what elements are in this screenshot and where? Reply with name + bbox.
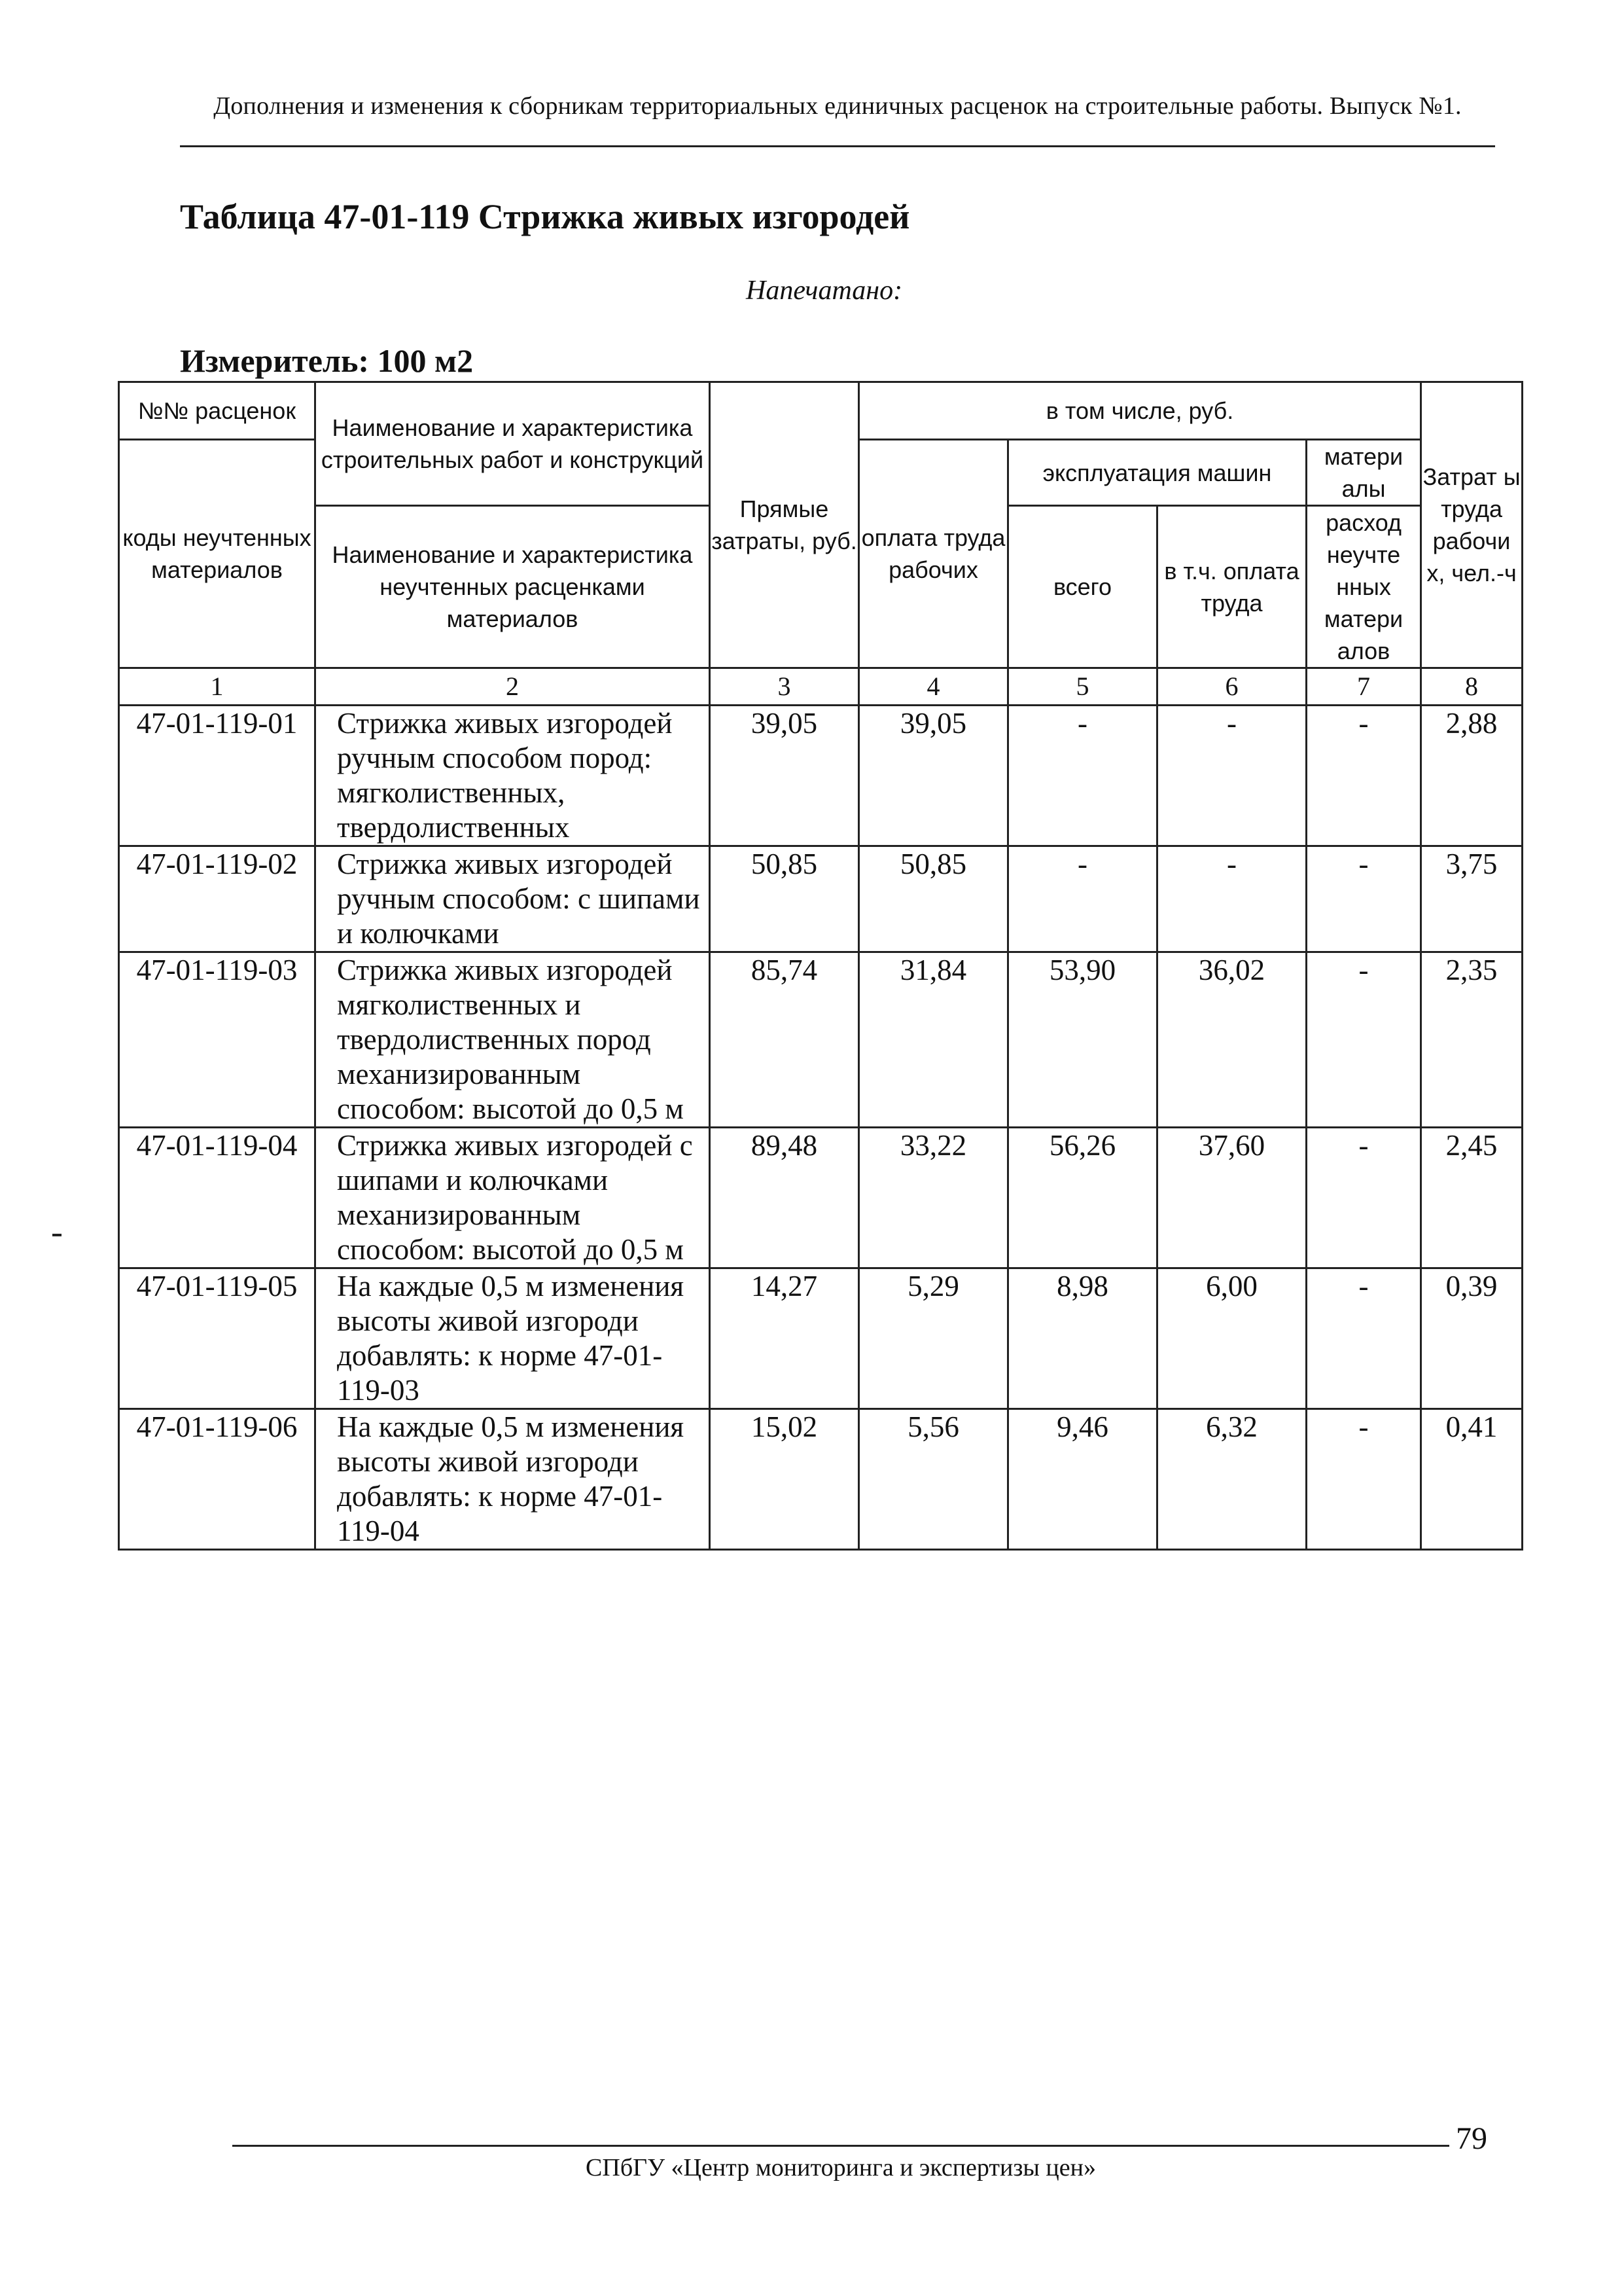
header-work-name: Наименование и характеристика строительных работ и конструкций	[315, 382, 710, 506]
table-row	[119, 1268, 1523, 1409]
row-machines-wages: 36,02	[1157, 952, 1307, 1128]
row-labor: 0,39	[1421, 1268, 1523, 1409]
row-direct-costs: 39,05	[710, 706, 859, 846]
row-machines-wages: 6,32	[1157, 1409, 1307, 1550]
row-machines-total: 53,90	[1008, 952, 1157, 1128]
row-machines-total: 9,46	[1008, 1409, 1157, 1550]
header-uncounted-name: Наименование и характеристика неучтенных расценками материалов	[315, 506, 710, 668]
row-direct-costs: 50,85	[710, 846, 859, 952]
table-row	[119, 1409, 1523, 1550]
header-wages: оплата труда рабочих	[859, 440, 1008, 668]
row-machines-total: -	[1008, 846, 1157, 952]
row-machines-wages: 37,60	[1157, 1128, 1307, 1268]
header-including: в том числе, руб.	[859, 382, 1421, 440]
table-row	[119, 1128, 1523, 1268]
row-code: 47-01-119-02	[119, 846, 315, 952]
header-uncounted-codes: коды неучтенных материалов	[119, 440, 315, 668]
row-name: На каждые 0,5 м изменения высоты живой изгороди добавлять: к норме 47-01-119-03	[315, 1268, 710, 1409]
row-machines-total: 8,98	[1008, 1268, 1157, 1409]
row-labor: 2,88	[1421, 706, 1523, 846]
row-materials: -	[1307, 706, 1421, 846]
header-codes: №№ расценок	[119, 382, 315, 440]
header-materials: матери алы	[1307, 440, 1421, 506]
row-materials: -	[1307, 846, 1421, 952]
row-direct-costs: 15,02	[710, 1409, 859, 1550]
column-number: 4	[859, 668, 1008, 706]
header-direct-costs: Прямые затраты, руб.	[710, 382, 859, 668]
header-divider	[180, 145, 1495, 147]
header-machines-wages: в т.ч. оплата труда	[1157, 506, 1307, 668]
rates-table	[118, 381, 1523, 1551]
table-row	[119, 846, 1523, 952]
footer-divider	[232, 2145, 1449, 2147]
row-materials: -	[1307, 1128, 1421, 1268]
row-machines-total: -	[1008, 706, 1157, 846]
row-wages: 33,22	[859, 1128, 1008, 1268]
row-wages: 5,56	[859, 1409, 1008, 1550]
row-wages: 50,85	[859, 846, 1008, 952]
margin-mark	[52, 1234, 62, 1236]
row-code: 47-01-119-01	[119, 706, 315, 846]
table-title: Таблица 47-01-119 Стрижка живых изгородей	[180, 197, 910, 236]
table-row	[119, 706, 1523, 846]
column-number: 7	[1307, 668, 1421, 706]
row-name: Стрижка живых изгородей ручным способом пород: мягколиственных, твердолиственных	[315, 706, 710, 846]
row-wages: 5,29	[859, 1268, 1008, 1409]
row-materials: -	[1307, 952, 1421, 1128]
row-machines-wages: -	[1157, 706, 1307, 846]
unit-label: Измеритель: 100 м2	[180, 342, 474, 379]
row-code: 47-01-119-03	[119, 952, 315, 1128]
column-number: 5	[1008, 668, 1157, 706]
page-number: 79	[1456, 2121, 1487, 2156]
row-direct-costs: 89,48	[710, 1128, 859, 1268]
row-code: 47-01-119-06	[119, 1409, 315, 1550]
row-name: На каждые 0,5 м изменения высоты живой изгороди добавлять: к норме 47-01-119-04	[315, 1409, 710, 1550]
column-number: 6	[1157, 668, 1307, 706]
row-wages: 31,84	[859, 952, 1008, 1128]
header-labor-costs: Затрат ы труда рабочи х, чел.-ч	[1421, 382, 1523, 668]
running-header: Дополнения и изменения к сборникам территориальных единичных расценок на строительные работы. Выпуск №1.	[213, 92, 1462, 120]
row-direct-costs: 14,27	[710, 1268, 859, 1409]
row-code: 47-01-119-05	[119, 1268, 315, 1409]
column-number: 8	[1421, 668, 1523, 706]
row-materials: -	[1307, 1268, 1421, 1409]
row-machines-total: 56,26	[1008, 1128, 1157, 1268]
column-number: 3	[710, 668, 859, 706]
row-machines-wages: 6,00	[1157, 1268, 1307, 1409]
row-labor: 3,75	[1421, 846, 1523, 952]
row-labor: 2,35	[1421, 952, 1523, 1128]
row-labor: 0,41	[1421, 1409, 1523, 1550]
footer-organization: СПбГУ «Центр мониторинга и экспертизы цен»	[586, 2154, 1096, 2181]
header-machines-total: всего	[1008, 506, 1157, 668]
header-machines: эксплуатация машин	[1008, 440, 1307, 506]
column-number: 1	[119, 668, 315, 706]
column-number: 2	[315, 668, 710, 706]
row-name: Стрижка живых изгородей мягколиственных и твердолиственных пород механизированным способом: высотой до 0,5 м	[315, 952, 710, 1128]
row-direct-costs: 85,74	[710, 952, 859, 1128]
header-materials-usage: расход неучте нных матери алов	[1307, 506, 1421, 668]
row-machines-wages: -	[1157, 846, 1307, 952]
row-name: Стрижка живых изгородей с шипами и колючками механизированным способом: высотой до 0,5 м	[315, 1128, 710, 1268]
table-row	[119, 952, 1523, 1128]
row-wages: 39,05	[859, 706, 1008, 846]
row-code: 47-01-119-04	[119, 1128, 315, 1268]
printed-note: Напечатано:	[746, 276, 903, 306]
row-materials: -	[1307, 1409, 1421, 1550]
row-labor: 2,45	[1421, 1128, 1523, 1268]
row-name: Стрижка живых изгородей ручным способом: с шипами и колючками	[315, 846, 710, 952]
